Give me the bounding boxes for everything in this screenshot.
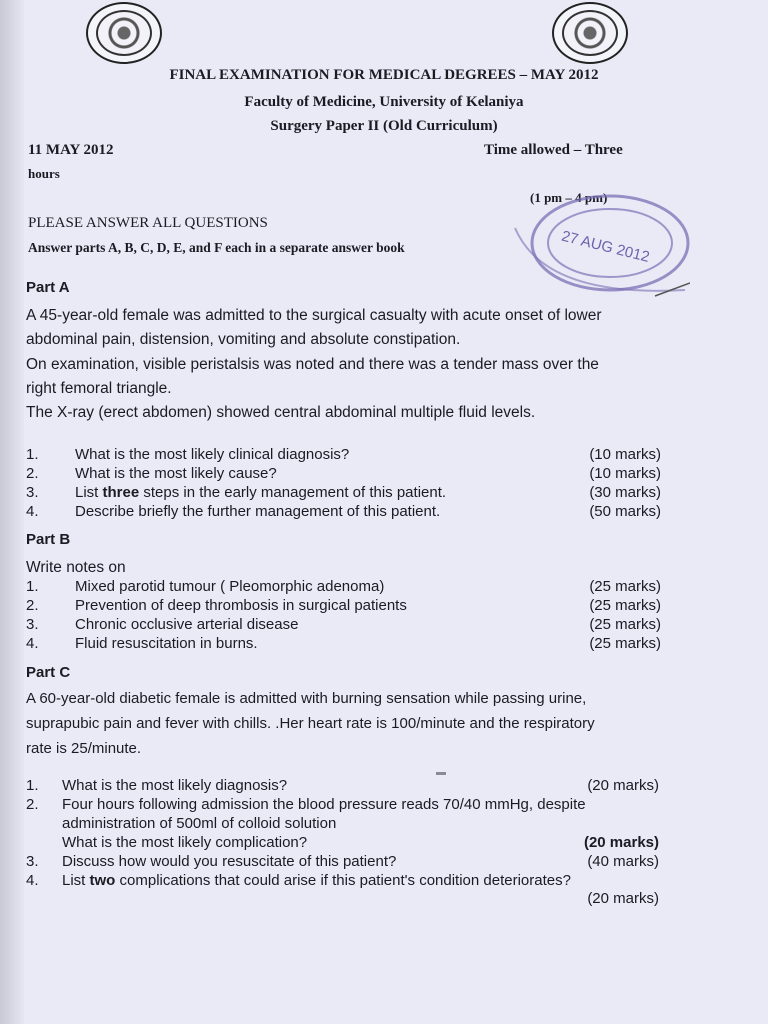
part-b-q2-marks: (25 marks): [589, 597, 661, 614]
university-seal-right: [552, 2, 628, 64]
part-c-q2-marks: (20 marks): [583, 834, 659, 851]
part-a-case-line-1: A 45-year-old female was admitted to the surgical casualty with acute onset of lower: [26, 307, 602, 324]
part-a-q2-number: 2.: [26, 465, 39, 482]
part-b-q2-text: Prevention of deep thrombosis in surgical patients: [75, 597, 407, 614]
part-c-q4-text-bold: two: [89, 872, 116, 889]
part-b-title: Part B: [26, 531, 71, 548]
part-c-q3-number: 3.: [26, 853, 39, 870]
part-b-q1-text: Mixed parotid tumour ( Pleomorphic adenoma): [75, 578, 385, 595]
part-c-case-line-1: A 60-year-old diabetic female is admitted with burning sensation while passing urine,: [26, 690, 587, 707]
received-stamp: [505, 188, 690, 303]
part-b-q3-marks: (25 marks): [589, 616, 661, 633]
part-b-q2-number: 2.: [26, 597, 39, 614]
part-c-q1-marks: (20 marks): [587, 777, 659, 794]
part-a-q1-marks: (10 marks): [589, 446, 661, 463]
part-a-case-line-4: right femoral triangle.: [26, 380, 172, 397]
part-b-q4-text: Fluid resuscitation in burns.: [75, 635, 258, 652]
part-c-case-line-3: rate is 25/minute.: [26, 740, 142, 757]
part-c-q4-marks: (20 marks): [587, 890, 659, 907]
paper-name: Surgery Paper II (Old Curriculum): [270, 118, 498, 134]
scan-edge-shadow: [0, 0, 24, 1024]
part-c-q4-text-pre: List: [62, 872, 90, 889]
faculty-name: Faculty of Medicine, University of Kelaniya: [244, 94, 524, 110]
part-c-q2-line-1: Four hours following admission the blood pressure reads 70/40 mmHg, despite: [62, 796, 586, 813]
part-c-title: Part C: [26, 664, 71, 681]
exam-title: FINAL EXAMINATION FOR MEDICAL DEGREES – MAY 2012: [169, 67, 599, 83]
part-b-q3-text: Chronic occlusive arterial disease: [75, 616, 299, 633]
part-a-q1-number: 1.: [26, 446, 39, 463]
part-a-title: Part A: [26, 279, 70, 296]
university-logo-left: [86, 2, 162, 64]
part-c-q4-text: [62, 872, 571, 889]
exam-session: (1 pm – 4 pm): [530, 190, 608, 205]
part-a-q3-marks: (30 marks): [589, 484, 661, 501]
part-b-q1-marks: (25 marks): [589, 578, 661, 595]
part-c-q3-marks: (40 marks): [587, 853, 659, 870]
part-a-q3-number: 3.: [26, 484, 39, 501]
stamp-date: 27 AUG 2012: [559, 227, 652, 266]
part-a-q4-marks: (50 marks): [589, 503, 661, 520]
part-a-q4-text: Describe briefly the further management of this patient.: [75, 503, 441, 520]
part-a-q1-text: What is the most likely clinical diagnosis?: [75, 446, 350, 463]
part-a-q2-marks: (10 marks): [589, 465, 661, 482]
part-b-q4-number: 4.: [26, 635, 39, 652]
part-b-q3-number: 3.: [26, 616, 39, 633]
part-c-q2-number: 2.: [26, 796, 39, 813]
exam-date: 11 MAY 2012: [28, 142, 114, 158]
part-a-q2-text: What is the most likely cause?: [75, 465, 277, 482]
part-a-q3-text-post: steps in the early management of this patient.: [139, 484, 447, 501]
time-allowed: Time allowed – Three: [484, 142, 623, 158]
part-c-q2-line-2: administration of 500ml of colloid solution: [62, 815, 337, 832]
part-a-q3-text: [75, 484, 446, 501]
part-c-q1-text: What is the most likely diagnosis?: [62, 777, 288, 794]
part-a-case-line-3: On examination, visible peristalsis was noted and there was a tender mass over the: [26, 356, 599, 373]
scan-smudge: [436, 772, 446, 775]
part-a-q3-text-bold: three: [102, 484, 140, 501]
part-b-q4-marks: (25 marks): [589, 635, 661, 652]
part-a-q3-text-pre: List: [75, 484, 103, 501]
part-c-q4-text-post: complications that could arise if this patient's condition deteriorates?: [115, 872, 571, 889]
part-c-q2-line-3: What is the most likely complication?: [62, 834, 308, 851]
part-c-q3-text: Discuss how would you resuscitate of this patient?: [62, 853, 397, 870]
time-allowed-hours: hours: [28, 166, 60, 181]
part-c-q1-number: 1.: [26, 777, 39, 794]
part-a-q4-number: 4.: [26, 503, 39, 520]
instruction-answer-all: PLEASE ANSWER ALL QUESTIONS: [28, 215, 268, 231]
instruction-separate-books: Answer parts A, B, C, D, E, and F each in a separate answer book: [28, 240, 405, 255]
part-b-q1-number: 1.: [26, 578, 39, 595]
part-c-case-line-2: suprapubic pain and fever with chills. .Her heart rate is 100/minute and the respiratory: [26, 715, 595, 732]
part-b-intro: Write notes on: [26, 559, 126, 576]
part-a-case-line-5: The X-ray (erect abdomen) showed central abdominal multiple fluid levels.: [26, 404, 536, 421]
part-c-q4-number: 4.: [26, 872, 39, 889]
part-a-case-line-2: abdominal pain, distension, vomiting and absolute constipation.: [26, 331, 461, 348]
